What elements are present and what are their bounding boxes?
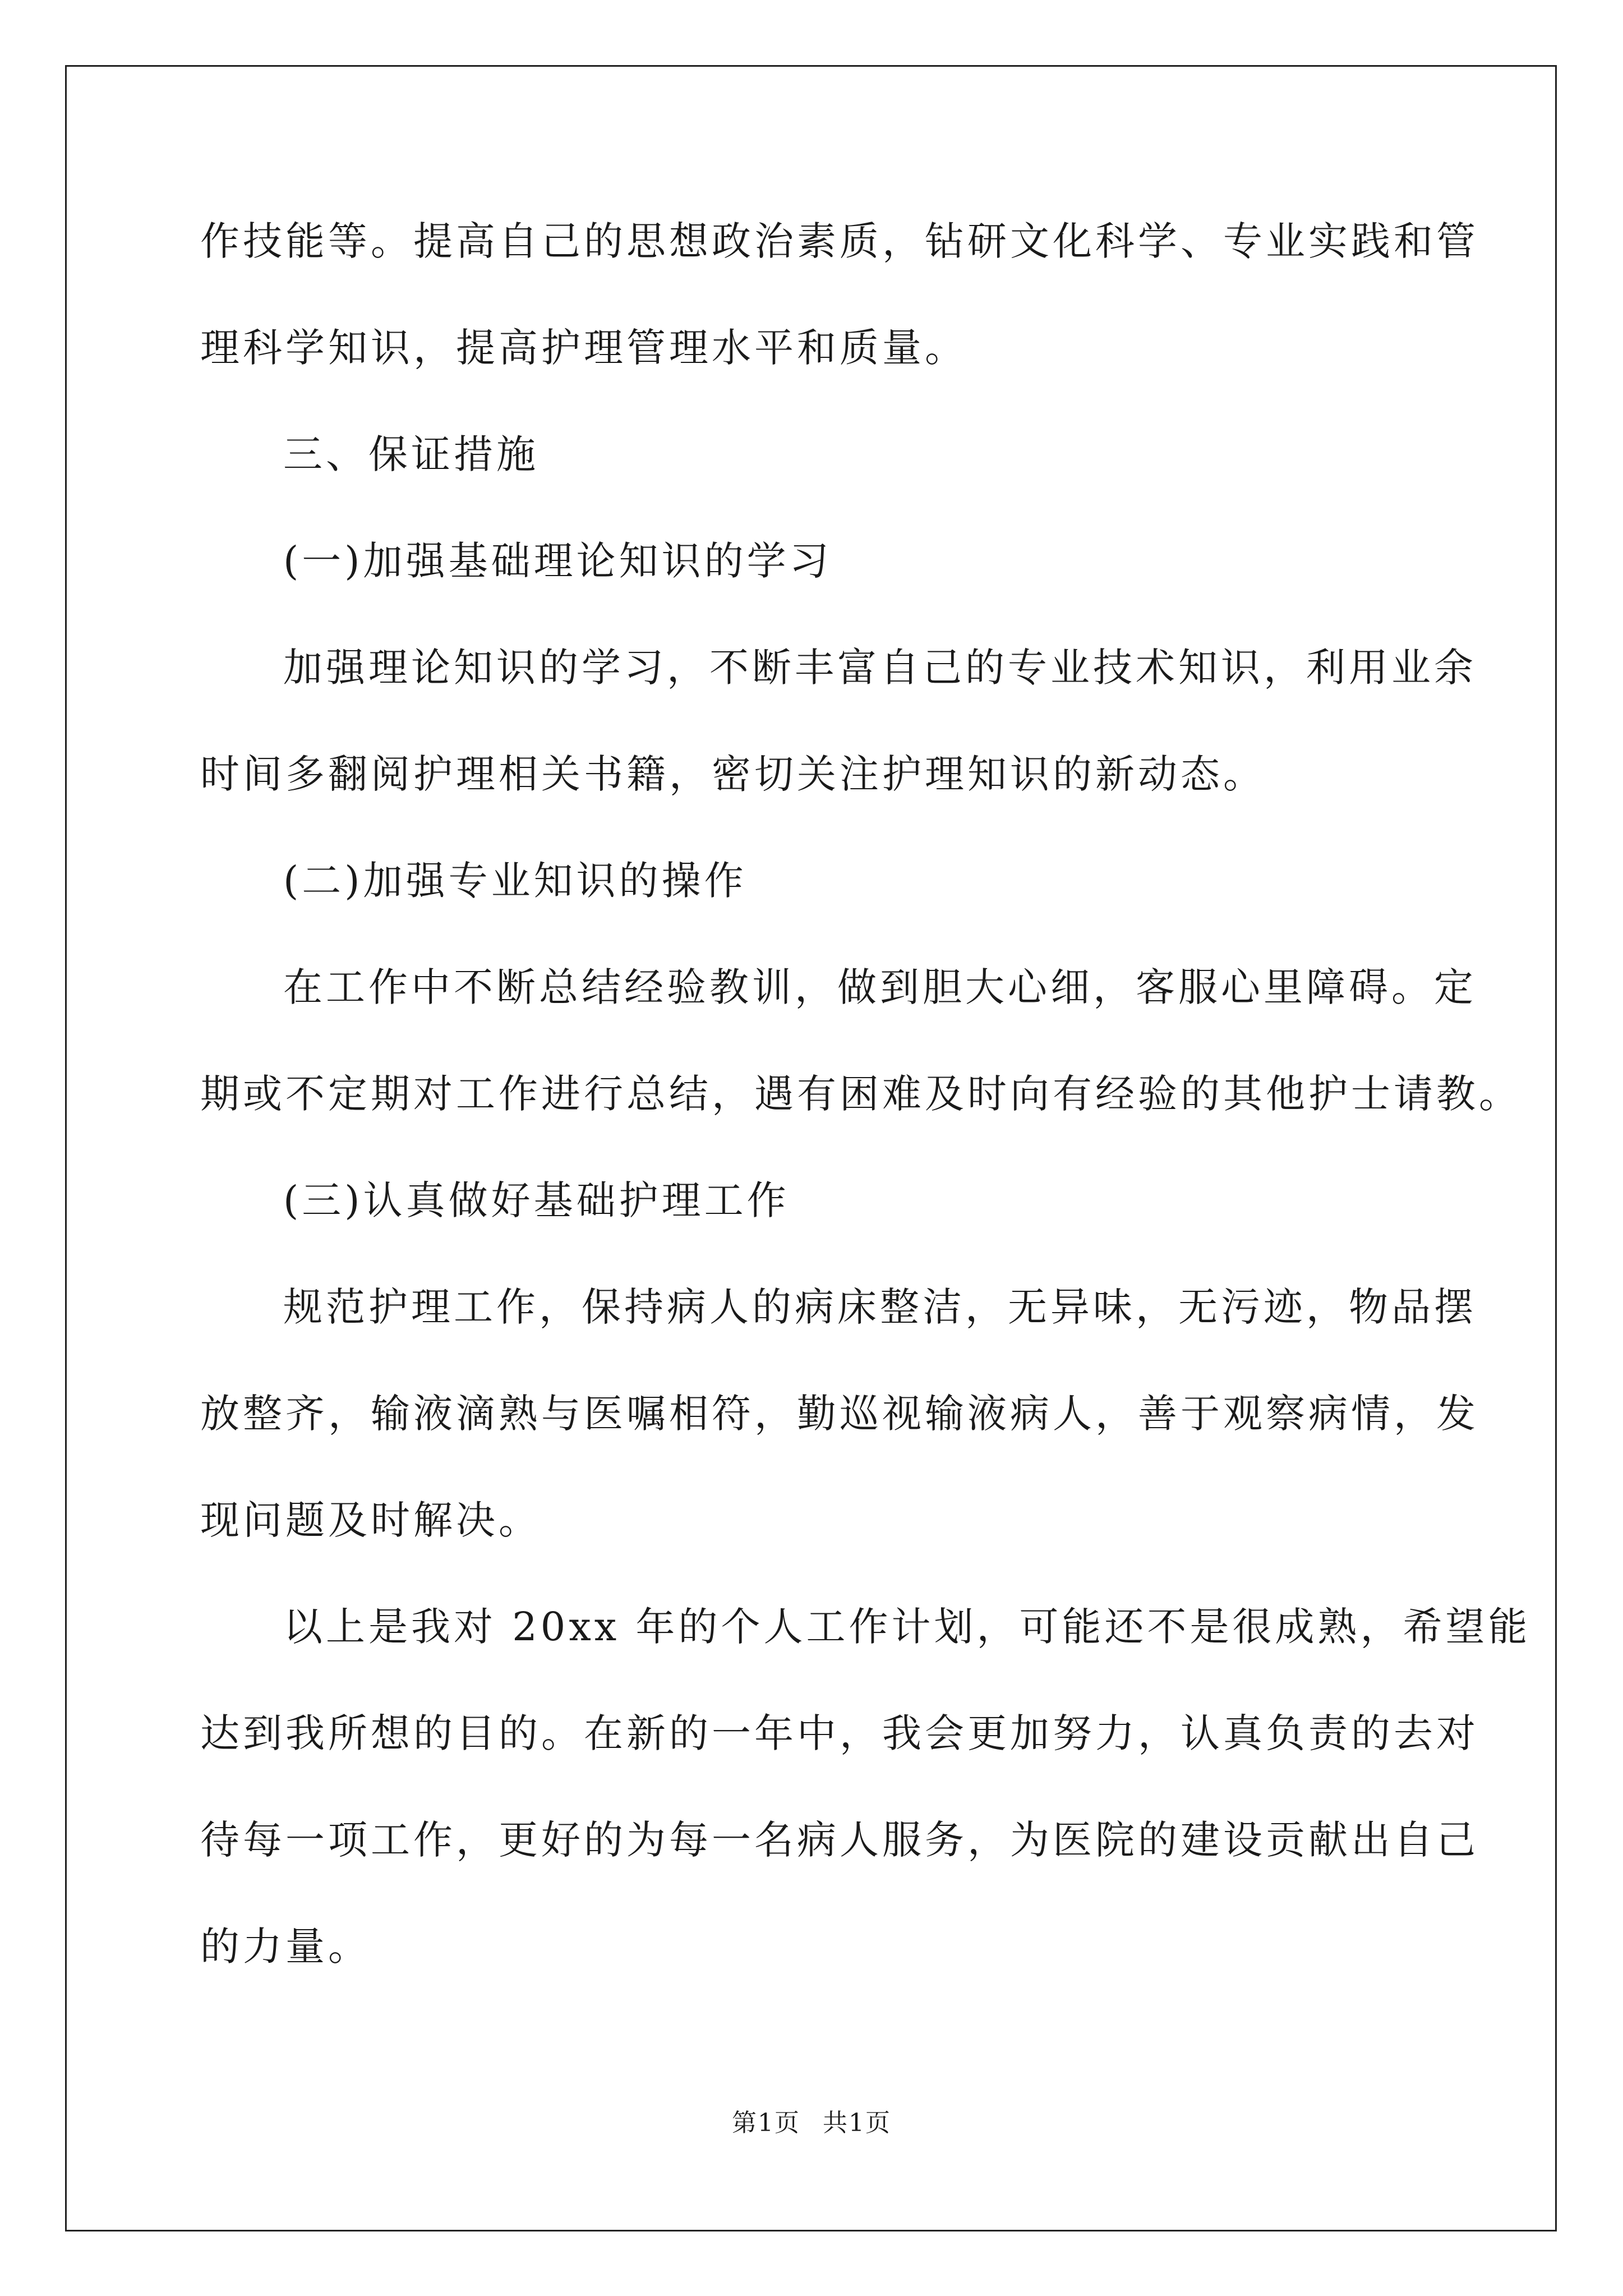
text-line: 规范护理工作，保持病人的病床整洁，无异味，无污迹，物品摆 — [283, 1284, 1477, 1330]
text-line: 在工作中不断总结经验教训，做到胆大心细，客服心里障碍。定 — [283, 964, 1477, 1010]
text-line: 理科学知识，提高护理管理水平和质量。 — [200, 325, 967, 371]
text-line: 待每一项工作，更好的为每一名病人服务，为医院的建设贡献出自己 — [200, 1817, 1479, 1863]
text-line: 时间多翻阅护理相关书籍，密切关注护理知识的新动态。 — [200, 751, 1266, 797]
text-line: 以上是我对 20xx 年的个人工作计划，可能还不是很成熟，希望能 — [283, 1604, 1531, 1650]
subsection-heading: (三)认真做好基础护理工作 — [283, 1177, 790, 1223]
text-line: 达到我所想的目的。在新的一年中，我会更加努力，认真负责的去对 — [200, 1710, 1479, 1756]
page-number-total: 共1页 — [823, 2109, 891, 2137]
text-line: 放整齐，输液滴熟与医嘱相符，勤巡视输液病人，善于观察病情，发 — [200, 1391, 1479, 1437]
section-heading: 三、保证措施 — [283, 431, 539, 477]
page-footer — [0, 2106, 1623, 2140]
text-line: 的力量。 — [200, 1924, 371, 1970]
subsection-heading: (二)加强专业知识的操作 — [283, 858, 747, 904]
text-line: 现问题及时解决。 — [200, 1497, 541, 1543]
subsection-heading: (一)加强基础理论知识的学习 — [283, 538, 832, 584]
text-line: 期或不定期对工作进行总结，遇有困难及时向有经验的其他护士请教。 — [200, 1071, 1521, 1117]
page-border — [65, 65, 1557, 2231]
page-number-current: 第1页 — [732, 2109, 800, 2137]
text-line: 加强理论知识的学习，不断丰富自己的专业技术知识，利用业余 — [283, 645, 1477, 691]
text-line: 作技能等。提高自己的思想政治素质，钻研文化科学、专业实践和管 — [200, 218, 1479, 264]
